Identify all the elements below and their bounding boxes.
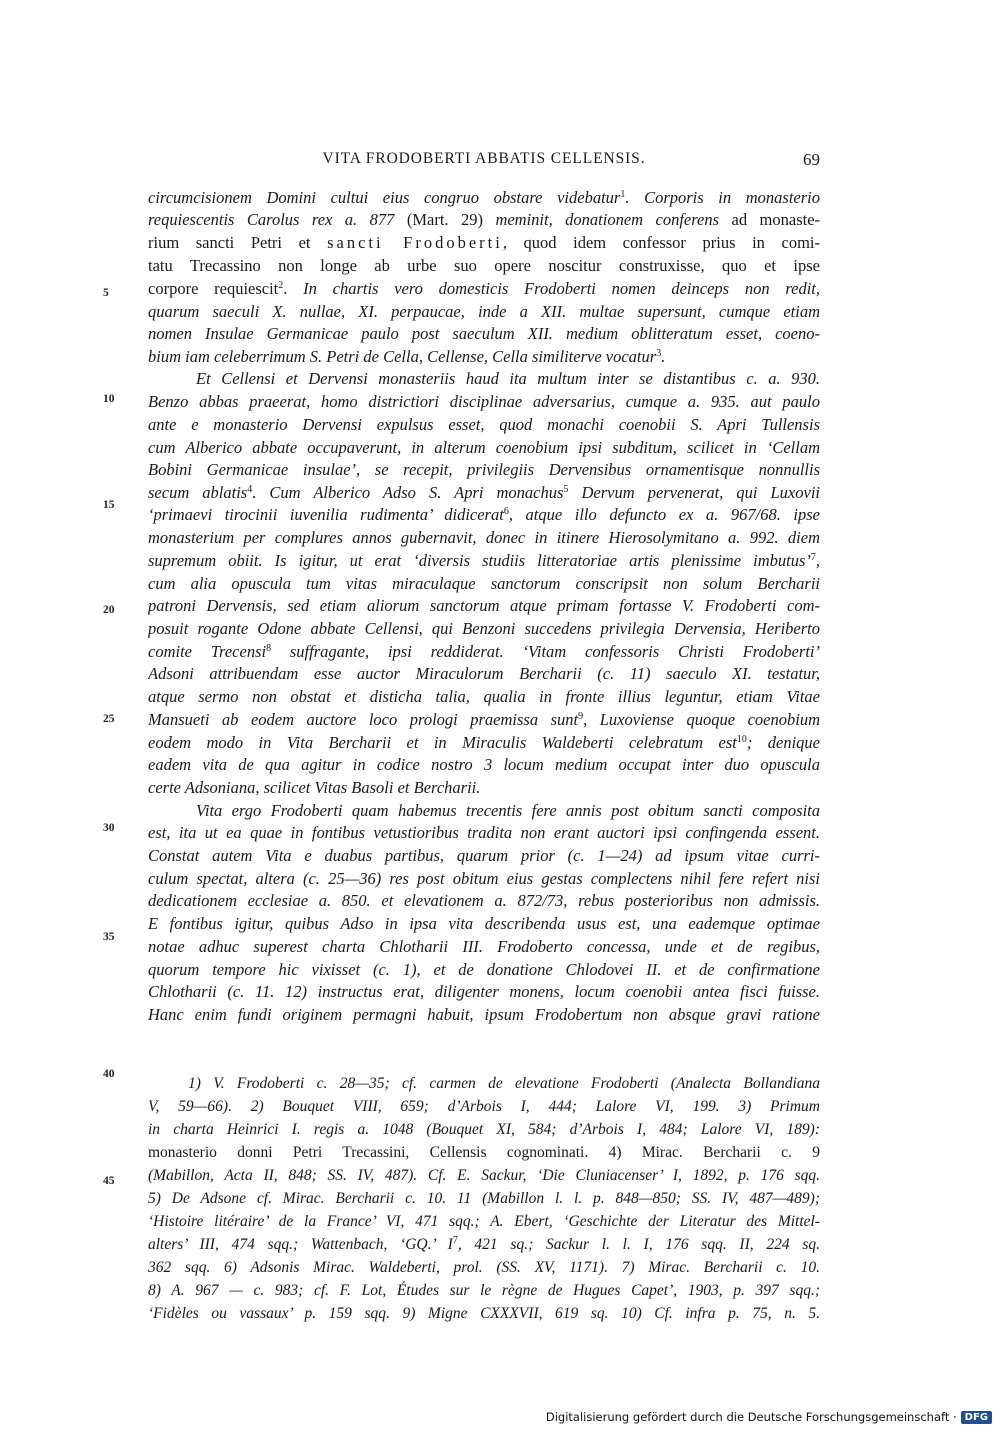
text-line: Vita ergo Frodoberti quam habemus trecentis fere annis post obitum sancti composita (196, 801, 820, 820)
footnote-line: V, 59—66). 2) Bouquet VIII, 659; d’Arbois I, 444; Lalore VI, 199. 3) Primum (148, 1098, 820, 1115)
credit-text: Digitalisierung gefördert durch die Deutsche Forschungsgemeinschaft · (545, 1410, 957, 1424)
text-line: posuit rogante Odone abbate Cellensi, qui Benzoni succedens privilegia Dervensia, Heriberto (148, 619, 820, 638)
digitization-credit (546, 1410, 992, 1424)
text-line: culum spectat, altera (c. 25—36) res post obitum eius gestas complectens nihil fere refert nisi (148, 869, 820, 888)
text-line: Chlotharii (c. 11. 12) instructus erat, diligenter monens, locum coenobii antea fisci fuisse. (148, 982, 820, 1001)
footnote-line: 5) De Adsone cf. Mirac. Bercharii c. 10. 11 (Mabillon l. l. p. 848—850; SS. IV, 487—489); (148, 1190, 820, 1207)
text-line: Hanc enim fundi originem permagni habuit, ipsum Frodobertum non absque gravi ratione (148, 1005, 820, 1024)
text-line: corpore requiescit$^2$. In chartis vero domesticis Frodoberti nomen deinceps non redit, (148, 279, 820, 298)
text-line: secum ablatis$^4$. Cum Alberico Adso S. Apri monachus$^5$ Dervum pervenerat, qui Luxovii (148, 483, 820, 502)
line-number: 45 (103, 1175, 115, 1187)
line-number: 25 (103, 713, 115, 725)
line-number: 30 (103, 822, 115, 834)
running-title: VITA FRODOBERTI ABBATIS CELLENSIS. (322, 150, 646, 167)
text-line: ‘primaevi tirocinii iuvenilia rudimenta’ didicerat$^6$, atque illo defuncto ex a. 967/68. ipse (148, 505, 820, 524)
footnote-line: 1) V. Frodoberti c. 28—35; cf. carmen de elevatione Frodoberti (Analecta Bollandiana (188, 1075, 820, 1092)
text-line: notae adhuc superest charta Chlotharii III. Frodoberto concessa, unde et de regibus, (148, 937, 820, 956)
text-line: Et Cellensi et Dervensi monasteriis haud ita multum inter se distantibus c. a. 930. (196, 369, 820, 388)
dfg-logo: DFG (961, 1411, 992, 1424)
text-line: est, ita ut ea quae in fontibus vetustioribus tradita non erant auctori ipsi confingenda essent. (148, 823, 820, 842)
footnote-line: 362 sqq. 6) Adsonis Mirac. Waldeberti, prol. (SS. XV, 1171). 7) Mirac. Bercharii c. 10. (148, 1259, 820, 1276)
footnote-line: in charta Heinrici I. regis a. 1048 (Bouquet XI, 584; d’Arbois I, 484; Lalore VI, 189): (148, 1121, 820, 1138)
text-line: bium iam celeberrimum S. Petri de Cella, Cellense, Cella similiterve vocatur$^3$. (148, 347, 666, 366)
line-number: 35 (103, 931, 115, 943)
footnote-line: ‘Histoire litéraire’ de la France’ VI, 471 sqq.; A. Ebert, ‘Geschichte der Literatur des Mittel- (148, 1213, 820, 1230)
text-line: atque sermo non obstat et disticha talia, qualia in fronte illius leguntur, etiam Vitae (148, 687, 820, 706)
page-number: 69 (803, 150, 820, 169)
text-line: monasterium per complures annos gubernavit, donec in itinere Hierosolymitano a. 992. diem (148, 528, 820, 547)
line-number: 5 (103, 287, 109, 299)
text-line: rium sancti Petri et sancti Frodoberti, quod idem confessor prius in comi- (148, 233, 820, 252)
text-line: dedicationem ecclesiae a. 850. et elevationem a. 872/73, rebus posterioribus non admissis. (148, 891, 820, 910)
text-line: Adsoni attribuendam esse auctor Miraculorum Bercharii (c. 11) saeculo XI. testatur, (148, 664, 820, 683)
line-number: 40 (103, 1068, 115, 1080)
text-line: Bobini Germanicae insulae’, se recepit, privilegiis Dervensibus ornamentisque nonnullis (148, 460, 820, 479)
text-line: Benzo abbas praeerat, homo districtiori disciplinae adversarius, cumque a. 935. aut paulo (148, 392, 820, 411)
line-number: 10 (103, 393, 115, 405)
footnote-line: (Mabillon, Acta II, 848; SS. IV, 487). Cf. E. Sackur, ‘Die Cluniacenser’ I, 1892, p. 176 sqq. (148, 1167, 820, 1184)
text-line: E fontibus igitur, quibus Adso in ipsa vita describenda usus est, una eademque optimae (148, 914, 820, 933)
text-line: certe Adsoniana, scilicet Vitas Basoli et Bercharii. (148, 778, 481, 797)
text-line: eodem modo in Vita Bercharii et in Miraculis Waldeberti celebratum est$^{10}$; denique (148, 733, 820, 752)
line-number: 15 (103, 499, 115, 511)
text-line: quorum tempore hic vixisset (c. 1), et de donatione Chlodovei II. et de confirmatione (148, 960, 820, 979)
text-line: requiescentis Carolus rex a. 877 (Mart. 29) meminit, donationem conferens ad monaste- (148, 210, 820, 229)
line-number: 20 (103, 604, 115, 616)
text-line: nomen Insulae Germanicae paulo post saeculum XII. medium oblitteratum esset, coeno- (148, 324, 820, 343)
text-line (148, 1025, 820, 1049)
running-header (148, 150, 820, 174)
text-line: eadem vita de qua agitur in codice nostro 3 locum medium occupat inter duo opuscula (148, 755, 820, 774)
text-line: ante e monasterio Dervensi expulsus esset, quod monachi coenobii S. Apri Tullensis (148, 415, 820, 434)
text-line: patroni Dervensis, sed etiam aliorum sanctorum atque primam fortasse V. Frodoberti com- (148, 596, 820, 615)
footnote-line: monasterio donni Petri Trecassini, Cellensis cognominati. 4) Mirac. Bercharii c. 9 (148, 1144, 820, 1161)
text-line: circumcisionem Domini cultui eius congruo obstare videbatur$^1$. Corporis in monasterio (148, 188, 820, 207)
text-line: cum alia opuscula tum vitas miraculaque sanctorum conscripsit non solum Bercharii (148, 574, 820, 593)
text-line: supremum obiit. Is igitur, ut erat ‘diversis studiis litteratoriae artis plenissime imbutus’$^7$, (148, 551, 820, 570)
text-line: cum Alberico abbate occupaverunt, in alterum coenobium ipsi subditum, scilicet in ‘Cellam (148, 438, 820, 457)
footnote-line: 8) A. 967 — c. 983; cf. F. Lot, Études sur le règne de Hugues Capet’, 1903, p. 397 sqq.; (148, 1282, 820, 1299)
text-line: tatu Trecassino non longe ab urbe suo opere noscitur construxisse, quo et ipse (148, 256, 820, 275)
footnote-line: ‘Fidèles ou vassaux’ p. 159 sqq. 9) Migne CXXXVII, 619 sq. 10) Cf. infra p. 75, n. 5. (148, 1305, 820, 1322)
text-line: Constat autem Vita e duabus partibus, quarum prior (c. 1—24) ad ipsum vitae curri- (148, 846, 820, 865)
footnote-line: alters’ III, 474 sqq.; Wattenbach, ‘GQ.’ $I^7$, 421 sq.; Sackur l. l. I, 176 sqq. II, 224 sq. (148, 1235, 820, 1253)
text-line: comite Trecensi$^8$ suffragante, ipsi reddiderat. ‘Vitam confessoris Christi Frodoberti’ (148, 642, 820, 661)
text-line: quarum saeculi X. nullae, XI. perpaucae, inde a XII. multae supersunt, cumque etiam (148, 302, 820, 321)
text-line: Mansueti ab eodem auctore loco prologi praemissa sunt$^9$, Luxoviense quoque coenobium (148, 710, 820, 729)
